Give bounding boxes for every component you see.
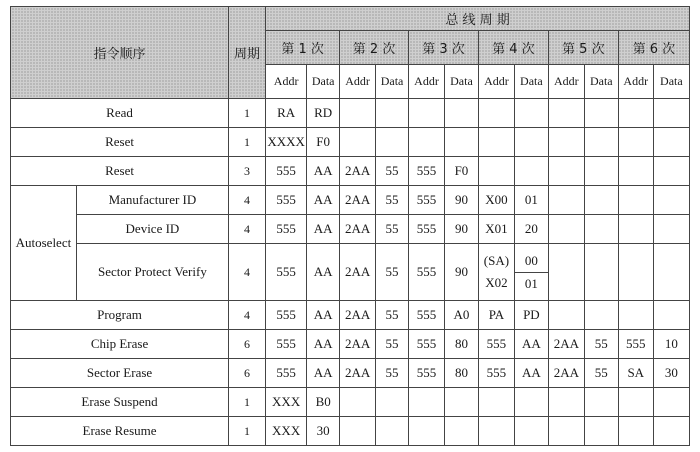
cell: X00 [478, 186, 514, 215]
cell: 30 [307, 417, 340, 446]
cell [478, 157, 514, 186]
cell: 555 [266, 157, 307, 186]
addr-header: Addr [478, 65, 514, 99]
cell: XXXX [266, 128, 307, 157]
cell: 55 [376, 215, 409, 244]
cell [340, 128, 376, 157]
cell: 90 [444, 244, 478, 301]
data-header: Data [653, 65, 689, 99]
instruction-order-header: 指令顺序 [11, 7, 229, 99]
command-name: Erase Resume [11, 417, 229, 446]
cycle-1-header: 第 1 次 [266, 31, 340, 65]
cell: 90 [444, 215, 478, 244]
cell: F0 [444, 157, 478, 186]
cell [548, 417, 584, 446]
addr-header: Addr [409, 65, 445, 99]
cell [409, 128, 445, 157]
cell: 555 [409, 244, 445, 301]
cell: AA [307, 244, 340, 301]
cell: 555 [478, 359, 514, 388]
cell: 2AA [340, 157, 376, 186]
cell: XXX [266, 417, 307, 446]
cell: 55 [376, 359, 409, 388]
cell: 555 [409, 186, 445, 215]
command-name: Sector Erase [11, 359, 229, 388]
cell: 90 [444, 186, 478, 215]
cell: F0 [307, 128, 340, 157]
cell [584, 215, 618, 244]
cell [653, 301, 689, 330]
cycle-count: 4 [229, 186, 266, 215]
cell: PA [478, 301, 514, 330]
cell: 80 [444, 359, 478, 388]
cell: 555 [409, 215, 445, 244]
cell [409, 99, 445, 128]
cell [653, 244, 689, 301]
cell [548, 215, 584, 244]
cell [514, 417, 548, 446]
cell: 555 [409, 359, 445, 388]
cell [548, 99, 584, 128]
cell [584, 128, 618, 157]
data-header: Data [584, 65, 618, 99]
cell [653, 128, 689, 157]
cell: AA [514, 330, 548, 359]
cell: PD [514, 301, 548, 330]
cell: 2AA [548, 359, 584, 388]
cycle-count: 1 [229, 417, 266, 446]
cell [584, 157, 618, 186]
cell: 01 [514, 186, 548, 215]
cell [444, 417, 478, 446]
cycle-count: 6 [229, 359, 266, 388]
data-header: Data [376, 65, 409, 99]
cycle-3-header: 第 3 次 [409, 31, 479, 65]
cycle-count: 4 [229, 215, 266, 244]
addr-header: Addr [266, 65, 307, 99]
cell [618, 157, 653, 186]
cycle-count: 1 [229, 128, 266, 157]
cell: 555 [409, 330, 445, 359]
cell [584, 301, 618, 330]
table-row-chip-erase [11, 330, 690, 359]
cell: AA [307, 301, 340, 330]
cell: 555 [409, 157, 445, 186]
command-name: Erase Suspend [11, 388, 229, 417]
cell [548, 388, 584, 417]
cell [584, 99, 618, 128]
header-row-top [11, 7, 690, 31]
cell [584, 417, 618, 446]
cell-line: 01 [515, 272, 548, 295]
cell: 80 [444, 330, 478, 359]
table-row-erase-resume [11, 417, 690, 446]
cycle-count: 1 [229, 388, 266, 417]
cell: 55 [376, 244, 409, 301]
cell [618, 128, 653, 157]
cell [618, 388, 653, 417]
cell-line: X02 [485, 275, 508, 290]
cell [478, 417, 514, 446]
data-header: Data [514, 65, 548, 99]
cell [618, 417, 653, 446]
cell [548, 157, 584, 186]
cell [618, 215, 653, 244]
cell: AA [307, 330, 340, 359]
cell [376, 99, 409, 128]
data-header: Data [307, 65, 340, 99]
cell [653, 186, 689, 215]
cycle-count: 6 [229, 330, 266, 359]
command-table-sheet [10, 6, 690, 446]
cell: AA [514, 359, 548, 388]
cell: AA [307, 215, 340, 244]
cell: 55 [376, 301, 409, 330]
table-row-sector-protect-verify [11, 244, 690, 301]
table-row-reset-1 [11, 128, 690, 157]
cell [653, 99, 689, 128]
cell: 555 [266, 301, 307, 330]
cell [478, 128, 514, 157]
cell: 55 [376, 186, 409, 215]
cell [514, 388, 548, 417]
autoselect-group-label: Autoselect [11, 186, 77, 301]
command-name: Reset [11, 128, 229, 157]
bus-cycles-header: 总 线 周 期 [266, 7, 690, 31]
cell [340, 417, 376, 446]
cell [548, 244, 584, 301]
cell: RA [266, 99, 307, 128]
cell [653, 417, 689, 446]
command-name: Program [11, 301, 229, 330]
cell [618, 301, 653, 330]
cell [618, 99, 653, 128]
cell [548, 186, 584, 215]
cell-data-cycle-4 [514, 244, 548, 301]
cell: AA [307, 186, 340, 215]
cell: 2AA [340, 215, 376, 244]
cell [409, 417, 445, 446]
cell: 2AA [548, 330, 584, 359]
cell: 555 [266, 186, 307, 215]
cell: 55 [376, 330, 409, 359]
cell: 555 [478, 330, 514, 359]
cell [584, 388, 618, 417]
table-row-reset-3 [11, 157, 690, 186]
cell: 2AA [340, 330, 376, 359]
cell: 2AA [340, 301, 376, 330]
cell: RD [307, 99, 340, 128]
cell: 555 [266, 244, 307, 301]
cell [514, 128, 548, 157]
cycle-5-header: 第 5 次 [548, 31, 618, 65]
addr-header: Addr [618, 65, 653, 99]
cell: 55 [584, 359, 618, 388]
cell: 2AA [340, 244, 376, 301]
cell: 555 [409, 301, 445, 330]
table-row-erase-suspend [11, 388, 690, 417]
addr-header: Addr [340, 65, 376, 99]
cell: SA [618, 359, 653, 388]
cell [653, 215, 689, 244]
cycles-header: 周期 [229, 7, 266, 99]
cell [340, 99, 376, 128]
cell: 2AA [340, 359, 376, 388]
cell [618, 186, 653, 215]
table-row-read [11, 99, 690, 128]
cell: 2AA [340, 186, 376, 215]
flash-command-table [10, 6, 690, 446]
cell: 555 [618, 330, 653, 359]
cell [478, 99, 514, 128]
cell: B0 [307, 388, 340, 417]
cell: AA [307, 157, 340, 186]
cell: X01 [478, 215, 514, 244]
cell: 30 [653, 359, 689, 388]
cell: 555 [266, 359, 307, 388]
data-header: Data [444, 65, 478, 99]
cell: 555 [266, 330, 307, 359]
cell [548, 301, 584, 330]
cycle-6-header: 第 6 次 [618, 31, 689, 65]
cell [548, 128, 584, 157]
command-name: Reset [11, 157, 229, 186]
command-name: Device ID [76, 215, 228, 244]
cell-line: (SA) [483, 253, 510, 268]
cycle-count: 4 [229, 301, 266, 330]
cycle-count: 4 [229, 244, 266, 301]
cycle-count: 1 [229, 99, 266, 128]
cycle-4-header: 第 4 次 [478, 31, 548, 65]
table-row-program [11, 301, 690, 330]
cell: XXX [266, 388, 307, 417]
cell [653, 388, 689, 417]
command-name: Chip Erase [11, 330, 229, 359]
cell [376, 128, 409, 157]
cell [444, 388, 478, 417]
cycle-count: 3 [229, 157, 266, 186]
cell [514, 157, 548, 186]
table-row-manufacturer-id [11, 186, 690, 215]
cell [584, 244, 618, 301]
command-name: Manufacturer ID [76, 186, 228, 215]
cell-addr-cycle-4 [478, 244, 514, 301]
cell [514, 99, 548, 128]
cell: AA [307, 359, 340, 388]
cell [618, 244, 653, 301]
cell: A0 [444, 301, 478, 330]
cell: 20 [514, 215, 548, 244]
cell [478, 388, 514, 417]
cycle-2-header: 第 2 次 [340, 31, 409, 65]
addr-header: Addr [548, 65, 584, 99]
cell [444, 99, 478, 128]
cell [584, 186, 618, 215]
cell [409, 388, 445, 417]
cell: 555 [266, 215, 307, 244]
command-name: Read [11, 99, 229, 128]
cell: 55 [376, 157, 409, 186]
cell [376, 388, 409, 417]
cell [376, 417, 409, 446]
cell [340, 388, 376, 417]
command-name: Sector Protect Verify [76, 244, 228, 301]
cell: 10 [653, 330, 689, 359]
table-row-sector-erase [11, 359, 690, 388]
cell [653, 157, 689, 186]
table-row-device-id [11, 215, 690, 244]
cell [444, 128, 478, 157]
cell: 55 [584, 330, 618, 359]
cell-line: 00 [524, 252, 538, 268]
